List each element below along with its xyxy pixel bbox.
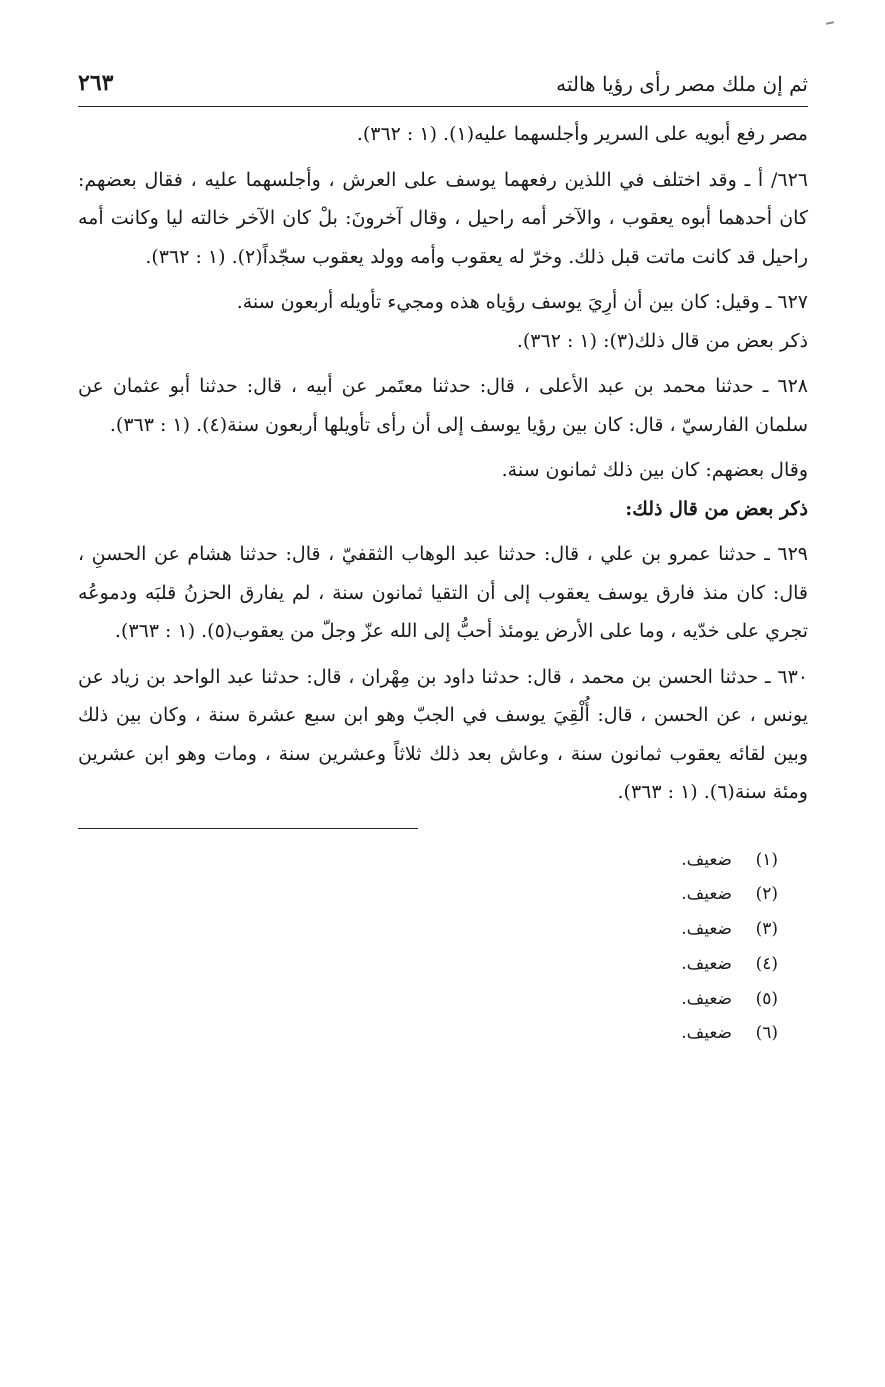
section-heading: ذكر بعض من قال ذلك: xyxy=(625,497,808,520)
footnote xyxy=(78,912,778,947)
paragraph: ذكر بعض من قال ذلك(٣): (١ : ٣٦٢). xyxy=(516,329,808,352)
footnote-number: (٦) xyxy=(755,1023,778,1044)
footnote xyxy=(78,947,778,982)
footnote-text: ضعيف. xyxy=(681,1023,732,1044)
paragraph: ٦٢٩ ـ حدثنا عمرو بن علي ، قال: حدثنا عبد الوهاب الثقفيّ ، قال: حدثنا هشام عن الحسنِ ، قال: كان منذ فارق يوسف يعقوب إلى أن التقيا ثمانون سنة ، لم يفارق الحزنُ قلبَه ودموعُه تجري على خدّيه ، وما على الأرض يومئذ أحبُّ إلى الله عزّ وجلّ من يعقوب(٥). (١ : ٣٦٣). xyxy=(78,543,808,642)
footnotes xyxy=(78,843,778,1052)
footnote-text: ضعيف. xyxy=(681,849,732,870)
paragraph: وقال بعضهم: كان بين ذلك ثمانون سنة. xyxy=(501,459,808,481)
footnote-number: (٣) xyxy=(755,919,778,940)
book-page xyxy=(78,66,808,1051)
scan-speck xyxy=(826,21,834,25)
paragraph: مصر رفع أبويه على السرير وأجلسهما عليه(١). (١ : ٣٦٢). xyxy=(356,123,808,145)
footnote-text: ضعيف. xyxy=(681,953,732,974)
footnote-divider xyxy=(78,828,418,829)
footnote-number: (٤) xyxy=(755,953,778,974)
footnote-text: ضعيف. xyxy=(681,988,732,1009)
header-title: ثم إن ملك مصر رأى رؤيا هالته xyxy=(556,72,808,96)
page-body xyxy=(78,115,808,812)
footnote-text: ضعيف. xyxy=(681,884,732,905)
paragraph: ٦٢٧ ـ وقيل: كان بين أن أرِيَ يوسف رؤياه هذه ومجيء تأويله أربعون سنة. xyxy=(236,291,808,313)
page-number: ٢٦٣ xyxy=(78,70,114,96)
paragraph: ٦٣٠ ـ حدثنا الحسن بن محمد ، قال: حدثنا داود بن مِهْران ، قال: حدثنا عبد الواحد بن زياد عن يونس ، عن الحسن ، قال: أُلْقِيَ يوسف في الجبّ وهو ابن سبع عشرة سنة ، وكان بين ذلك وبين لقائه يعقوب ثمانون سنة ، وعاش بعد ذلك ثلاثاً وعشرين سنة ، ومات وهو ابن عشرين ومئة سنة(٦). (١ : ٣٦٣). xyxy=(78,665,808,803)
footnote-number: (٥) xyxy=(755,988,778,1009)
footnote xyxy=(78,1016,778,1051)
footnote-number: (٢) xyxy=(755,884,778,905)
footnote-text: ضعيف. xyxy=(681,919,732,940)
footnote xyxy=(78,877,778,912)
footnote xyxy=(78,982,778,1017)
footnote xyxy=(78,843,778,878)
paragraph: ٦٢٨ ـ حدثنا محمد بن عبد الأعلى ، قال: حدثنا معتَمر عن أبيه ، قال: حدثنا أبو عثمان عن سلمان الفارسيّ ، قال: كان بين رؤيا يوسف إلى أن رأى تأويلها أربعون سنة(٤). (١ : ٣٦٣). xyxy=(78,375,808,436)
footnote-number: (١) xyxy=(755,849,778,870)
paragraph: ٦٢٦/ أ ـ وقد اختلف في اللذين رفعهما يوسف على العرش ، وأجلسهما عليه ، فقال بعضهم: كان أحدهما أبوه يعقوب ، والآخر أمه راحيل ، وقال آخرونَ: بلْ كان الآخر خالته ليا وكانت أمه راحيل قد كانت ماتت قبل ذلك. وخرّ له يعقوب وأمه وولد يعقوب سجّداً(٢). (١ : ٣٦٢). xyxy=(78,168,808,268)
running-header xyxy=(78,66,808,107)
